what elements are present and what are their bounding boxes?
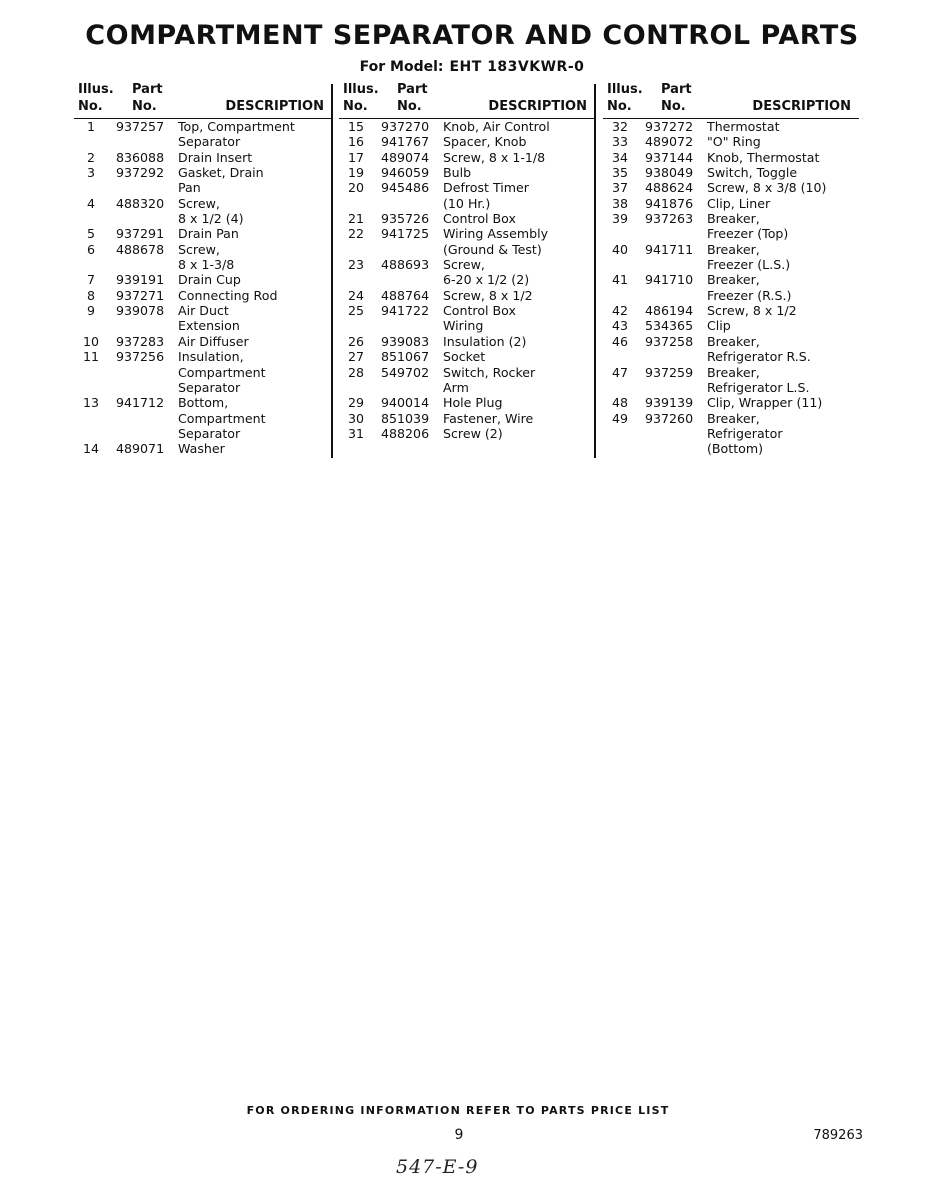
- part-description: [443, 134, 595, 149]
- part-number: 941767: [381, 134, 430, 150]
- description-line: Freezer (R.S.): [707, 287, 792, 303]
- part-description: [443, 119, 595, 134]
- part-number: 937270: [381, 119, 430, 134]
- illus-number: 33: [611, 134, 629, 150]
- illus-number: 42: [611, 303, 629, 319]
- description-line: Breaker,: [707, 241, 760, 257]
- part-number: 941711: [645, 241, 694, 257]
- description-line: Knob, Thermostat: [707, 149, 820, 165]
- part-number: 941876: [645, 195, 694, 211]
- part-row: [603, 196, 859, 211]
- part-row: [74, 349, 332, 395]
- part-row: [339, 150, 595, 165]
- part-number: 488206: [381, 425, 430, 441]
- illus-number: 25: [347, 303, 365, 319]
- description-line: Screw, 8 x 1/2: [443, 287, 533, 303]
- description-line: Breaker,: [707, 272, 760, 288]
- description-line: Screw, 8 x 1-1/8: [443, 149, 546, 165]
- part-description: [178, 334, 332, 349]
- illus-number: 41: [611, 272, 629, 288]
- parts-list: [603, 119, 859, 457]
- page-title: COMPARTMENT SEPARATOR AND CONTROL PARTS: [85, 20, 859, 51]
- part-number: 938049: [645, 165, 694, 181]
- illus-number: 46: [611, 333, 629, 349]
- illus-number: 13: [82, 395, 100, 411]
- description-line: Freezer (L.S.): [707, 257, 791, 273]
- part-row: [603, 272, 859, 303]
- description-line: Breaker,: [707, 364, 760, 380]
- part-number: 851067: [381, 349, 430, 365]
- description-line: (10 Hr.): [443, 195, 491, 211]
- part-row: [74, 119, 332, 150]
- part-row: [74, 441, 332, 456]
- part-row: [603, 150, 859, 165]
- description-line: Clip, Wrapper (11): [707, 395, 823, 411]
- description-line: 8 x 1-3/8: [178, 257, 235, 273]
- description-line: Breaker,: [707, 333, 760, 349]
- illus-number: 35: [611, 165, 629, 181]
- part-description: [443, 303, 595, 334]
- illus-number: 8: [86, 287, 95, 303]
- part-row: [339, 165, 595, 180]
- part-number: 489071: [116, 441, 165, 457]
- part-number: 941722: [381, 303, 430, 319]
- illus-number: 17: [347, 149, 365, 165]
- part-description: [443, 411, 595, 426]
- illus-number: 43: [611, 318, 629, 334]
- header-part: Part: [397, 82, 428, 97]
- part-number: 941710: [645, 272, 694, 288]
- ordering-note: FOR ORDERING INFORMATION REFER TO PARTS PRICE LIST: [246, 1104, 670, 1117]
- description-line: Screw (2): [443, 425, 503, 441]
- header-part-no: No.: [397, 99, 422, 114]
- description-line: Drain Insert: [178, 149, 253, 165]
- part-description: [707, 365, 859, 396]
- part-row: [603, 165, 859, 180]
- description-line: Bottom,: [178, 395, 229, 411]
- header-description: DESCRIPTION: [752, 99, 851, 114]
- description-line: Thermostat: [707, 119, 780, 134]
- description-line: Screw,: [178, 241, 220, 257]
- description-line: (Bottom): [707, 441, 764, 457]
- part-description: [443, 180, 595, 211]
- description-line: Drain Cup: [178, 272, 241, 288]
- header-part: Part: [132, 82, 163, 97]
- part-row: [74, 288, 332, 303]
- part-row: [603, 365, 859, 396]
- description-line: Top, Compartment: [178, 119, 295, 134]
- description-line: Wiring: [443, 318, 484, 334]
- part-description: [178, 226, 332, 241]
- header-illus: Illus.: [343, 82, 379, 97]
- description-line: Fastener, Wire: [443, 410, 534, 426]
- part-description: [707, 165, 859, 180]
- part-row: [339, 365, 595, 396]
- description-line: (Ground & Test): [443, 241, 542, 257]
- part-number: 939191: [116, 272, 165, 288]
- part-number: 549702: [381, 364, 430, 380]
- part-number: 937292: [116, 165, 165, 181]
- part-number: 486194: [645, 303, 694, 319]
- part-description: [443, 365, 595, 396]
- description-line: Washer: [178, 441, 225, 457]
- illus-number: 7: [86, 272, 95, 288]
- part-row: [339, 211, 595, 226]
- description-line: Screw, 8 x 1/2: [707, 303, 797, 319]
- document-number: 789263: [813, 1128, 863, 1143]
- description-line: Air Diffuser: [178, 333, 249, 349]
- part-number: 939078: [116, 303, 165, 319]
- description-line: Insulation (2): [443, 333, 527, 349]
- part-number: 937272: [645, 119, 694, 134]
- part-row: [74, 196, 332, 227]
- illus-number: 34: [611, 149, 629, 165]
- part-row: [603, 180, 859, 195]
- part-number: 488624: [645, 180, 694, 196]
- part-row: [74, 242, 332, 273]
- part-row: [339, 411, 595, 426]
- part-row: [339, 288, 595, 303]
- description-line: Spacer, Knob: [443, 134, 527, 150]
- illus-number: 28: [347, 364, 365, 380]
- part-row: [74, 226, 332, 241]
- illus-number: 3: [86, 165, 95, 181]
- description-line: Control Box: [443, 211, 516, 227]
- part-description: [707, 272, 859, 303]
- illus-number: 32: [611, 119, 629, 134]
- illus-number: 6: [86, 241, 95, 257]
- illus-number: 47: [611, 364, 629, 380]
- part-description: [443, 150, 595, 165]
- part-row: [339, 134, 595, 149]
- part-description: [443, 165, 595, 180]
- description-line: Knob, Air Control: [443, 119, 550, 134]
- description-line: Switch, Rocker: [443, 364, 536, 380]
- part-number: 937257: [116, 119, 165, 134]
- description-line: Separator: [178, 134, 241, 150]
- part-number: 939139: [645, 395, 694, 411]
- model-subtitle: [0, 59, 944, 75]
- description-line: Extension: [178, 318, 240, 334]
- part-number: 937271: [116, 287, 165, 303]
- illus-number: 29: [347, 395, 365, 411]
- description-line: Refrigerator R.S.: [707, 349, 811, 365]
- column-header: [339, 82, 595, 119]
- part-number: 945486: [381, 180, 430, 196]
- part-number: 937283: [116, 333, 165, 349]
- part-number: 937260: [645, 410, 694, 426]
- illus-number: 1: [86, 119, 95, 134]
- part-row: [74, 150, 332, 165]
- part-row: [603, 395, 859, 410]
- illus-number: 39: [611, 211, 629, 227]
- part-row: [603, 334, 859, 365]
- header-part: Part: [661, 82, 692, 97]
- description-line: Separator: [178, 379, 241, 395]
- description-line: Gasket, Drain: [178, 165, 264, 181]
- description-line: Arm: [443, 379, 469, 395]
- part-row: [339, 349, 595, 364]
- model-label: For Model:: [359, 59, 444, 75]
- part-row: [603, 134, 859, 149]
- part-row: [74, 395, 332, 441]
- description-line: Socket: [443, 349, 486, 365]
- part-number: 937259: [645, 364, 694, 380]
- illus-number: 48: [611, 395, 629, 411]
- description-line: Clip, Liner: [707, 195, 771, 211]
- description-line: Breaker,: [707, 211, 760, 227]
- illus-number: 9: [86, 303, 95, 319]
- part-number: 489072: [645, 134, 694, 150]
- illus-number: 20: [347, 180, 365, 196]
- part-description: [707, 242, 859, 273]
- part-description: [178, 196, 332, 227]
- description-line: Screw,: [178, 195, 220, 211]
- part-row: [74, 334, 332, 349]
- illus-number: 37: [611, 180, 629, 196]
- description-line: Hole Plug: [443, 395, 503, 411]
- description-line: Drain Pan: [178, 226, 239, 242]
- illus-number: 23: [347, 257, 365, 273]
- illus-number: 5: [86, 226, 95, 242]
- description-line: Switch, Toggle: [707, 165, 798, 181]
- part-number: 941712: [116, 395, 165, 411]
- illus-number: 21: [347, 211, 365, 227]
- part-number: 937258: [645, 333, 694, 349]
- illus-number: 16: [347, 134, 365, 150]
- description-line: Clip: [707, 318, 731, 334]
- part-description: [707, 303, 859, 318]
- description-line: "O" Ring: [707, 134, 761, 150]
- illus-number: 38: [611, 195, 629, 211]
- column-header: [74, 82, 332, 119]
- illus-number: 19: [347, 165, 365, 181]
- illus-number: 40: [611, 241, 629, 257]
- header-illus-no: No.: [78, 99, 103, 114]
- part-row: [339, 257, 595, 288]
- part-number: 488678: [116, 241, 165, 257]
- part-number: 941725: [381, 226, 430, 242]
- part-number: 488764: [381, 287, 430, 303]
- description-line: Air Duct: [178, 303, 229, 319]
- part-description: [443, 257, 595, 288]
- part-number: 836088: [116, 149, 165, 165]
- part-row: [603, 318, 859, 333]
- part-row: [339, 426, 595, 441]
- part-row: [339, 226, 595, 257]
- part-number: 488693: [381, 257, 430, 273]
- part-description: [178, 165, 332, 196]
- description-line: Defrost Timer: [443, 180, 529, 196]
- part-description: [178, 349, 332, 395]
- part-description: [707, 119, 859, 134]
- part-description: [178, 150, 332, 165]
- description-line: Screw, 8 x 3/8 (10): [707, 180, 827, 196]
- column-header: [603, 82, 859, 119]
- part-description: [178, 303, 332, 334]
- description-line: 6-20 x 1/2 (2): [443, 272, 530, 288]
- illus-number: 14: [82, 441, 100, 457]
- illus-number: 31: [347, 425, 365, 441]
- header-illus: Illus.: [607, 82, 643, 97]
- part-description: [178, 288, 332, 303]
- header-description: DESCRIPTION: [488, 99, 587, 114]
- illus-number: 27: [347, 349, 365, 365]
- description-line: Bulb: [443, 165, 472, 181]
- part-description: [443, 334, 595, 349]
- page-number: 9: [454, 1127, 464, 1143]
- part-number: 488320: [116, 195, 165, 211]
- part-number: 937144: [645, 149, 694, 165]
- handwritten-note: 547-E-9: [396, 1156, 479, 1178]
- parts-column-1: [74, 82, 332, 462]
- part-description: [707, 196, 859, 211]
- part-number: 851039: [381, 410, 430, 426]
- header-description: DESCRIPTION: [225, 99, 324, 114]
- part-number: 939083: [381, 333, 430, 349]
- illus-number: 22: [347, 226, 365, 242]
- part-description: [178, 272, 332, 287]
- illus-number: 24: [347, 287, 365, 303]
- part-description: [443, 395, 595, 410]
- parts-list: [74, 119, 332, 457]
- description-line: Refrigerator: [707, 425, 783, 441]
- parts-list: [339, 119, 595, 441]
- description-line: Insulation,: [178, 349, 244, 365]
- part-description: [707, 411, 859, 457]
- description-line: 8 x 1/2 (4): [178, 211, 244, 227]
- part-number: 935726: [381, 211, 430, 227]
- part-description: [178, 119, 332, 150]
- illus-number: 2: [86, 149, 95, 165]
- part-description: [443, 426, 595, 441]
- part-row: [339, 180, 595, 211]
- part-number: 534365: [645, 318, 694, 334]
- part-description: [707, 318, 859, 333]
- header-part-no: No.: [132, 99, 157, 114]
- part-row: [339, 334, 595, 349]
- part-number: 940014: [381, 395, 430, 411]
- part-number: 489074: [381, 149, 430, 165]
- part-description: [178, 441, 332, 456]
- header-illus: Illus.: [78, 82, 114, 97]
- description-line: Screw,: [443, 257, 485, 273]
- part-number: 937291: [116, 226, 165, 242]
- part-row: [339, 395, 595, 410]
- illus-number: 26: [347, 333, 365, 349]
- part-number: 937256: [116, 349, 165, 365]
- part-description: [707, 150, 859, 165]
- parts-column-3: [603, 82, 859, 462]
- part-row: [74, 272, 332, 287]
- part-row: [74, 303, 332, 334]
- illus-number: 15: [347, 119, 365, 134]
- description-line: Refrigerator L.S.: [707, 379, 810, 395]
- part-row: [603, 411, 859, 457]
- description-line: Wiring Assembly: [443, 226, 549, 242]
- description-line: Pan: [178, 180, 201, 196]
- parts-column-2: [339, 82, 595, 462]
- part-row: [339, 303, 595, 334]
- part-description: [707, 334, 859, 365]
- part-description: [443, 288, 595, 303]
- description-line: Compartment: [178, 410, 266, 426]
- model-number: EHT 183VKWR-0: [449, 59, 585, 75]
- description-line: Control Box: [443, 303, 516, 319]
- illus-number: 11: [82, 349, 100, 365]
- part-row: [603, 211, 859, 242]
- part-description: [443, 226, 595, 257]
- part-row: [74, 165, 332, 196]
- header-part-no: No.: [661, 99, 686, 114]
- part-description: [178, 395, 332, 441]
- illus-number: 10: [82, 333, 100, 349]
- part-row: [603, 242, 859, 273]
- header-illus-no: No.: [607, 99, 632, 114]
- part-row: [339, 119, 595, 134]
- part-description: [443, 349, 595, 364]
- description-line: Separator: [178, 425, 241, 441]
- part-description: [178, 242, 332, 273]
- description-line: Breaker,: [707, 410, 760, 426]
- description-line: Freezer (Top): [707, 226, 789, 242]
- part-row: [603, 119, 859, 134]
- illus-number: 30: [347, 410, 365, 426]
- part-description: [707, 395, 859, 410]
- illus-number: 49: [611, 410, 629, 426]
- part-row: [603, 303, 859, 318]
- part-number: 937263: [645, 211, 694, 227]
- part-number: 946059: [381, 165, 430, 181]
- part-description: [443, 211, 595, 226]
- part-description: [707, 211, 859, 242]
- part-description: [707, 180, 859, 195]
- header-illus-no: No.: [343, 99, 368, 114]
- illus-number: 4: [86, 195, 95, 211]
- part-description: [707, 134, 859, 149]
- description-line: Compartment: [178, 364, 266, 380]
- description-line: Connecting Rod: [178, 287, 278, 303]
